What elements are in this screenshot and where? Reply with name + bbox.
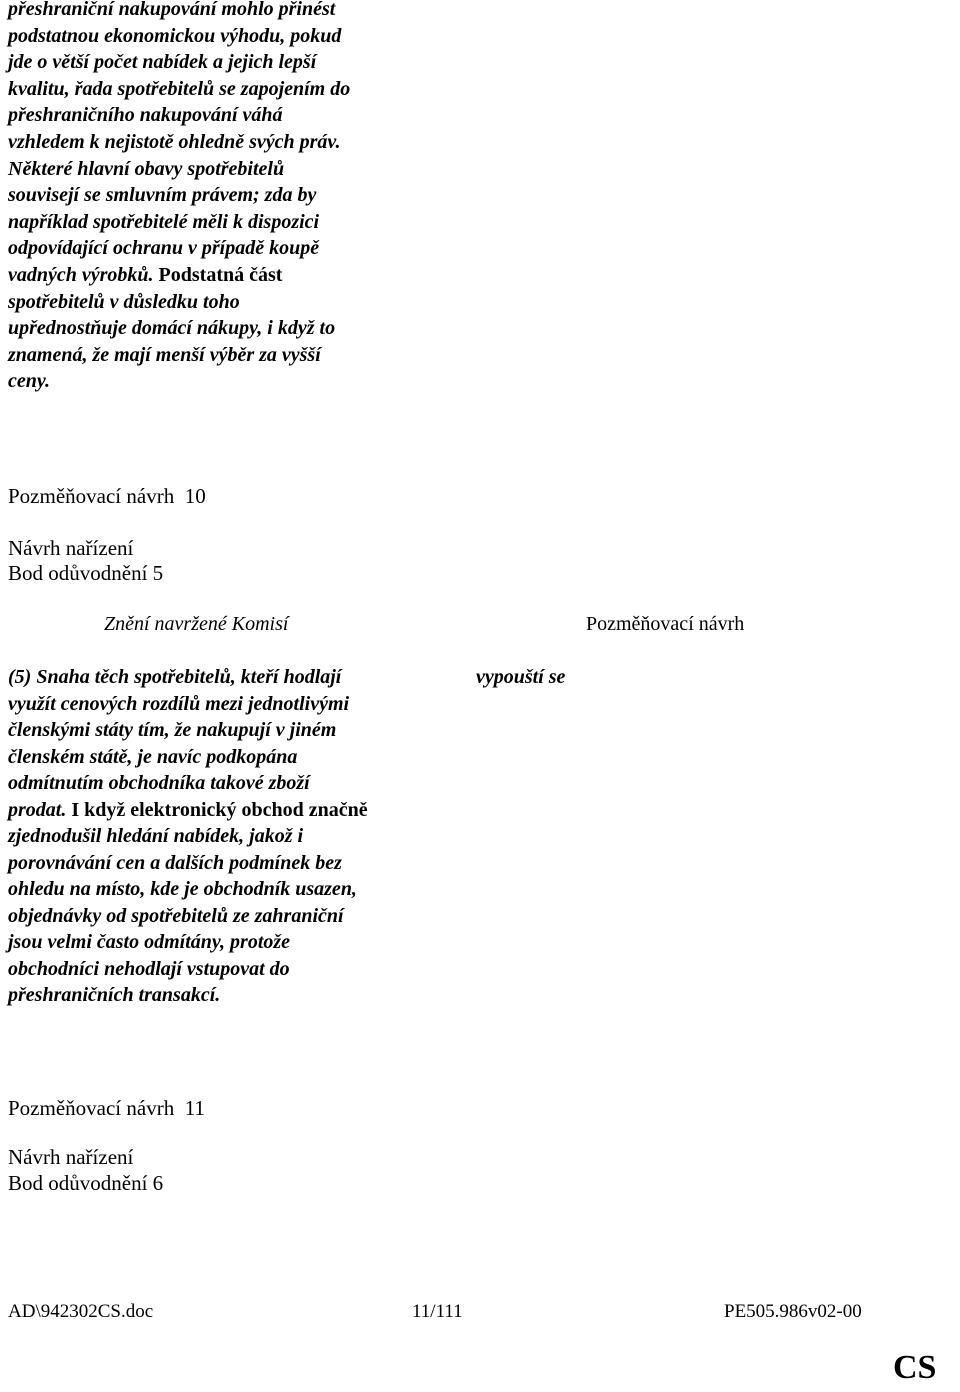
text-line: přeshraničních transakcí. [8, 984, 221, 1006]
text-line: vzhledem k nejistotě ohledně svých práv. [8, 130, 341, 153]
amendment-11-heading [8, 1096, 205, 1120]
text-line: upřednostňuje domácí nákupy, i když to [8, 317, 336, 340]
text-line: například spotřebitelé měli k dispozici [8, 210, 320, 233]
text-line: znamená, že mají menší výběr za vyšší [8, 343, 321, 366]
amendment-number: 11 [184, 1096, 205, 1120]
text-line: objednávky od spotřebitelů ze zahraniční [8, 904, 344, 927]
text-line: jsou velmi často odmítány, protože [8, 931, 291, 953]
text-line: ceny. [8, 370, 51, 393]
text-line: zjednodušil hledání nabídek, jakož i [8, 825, 304, 847]
amendment-10-reference: Bod odůvodnění 5 [8, 561, 164, 585]
text-line: (5) Snaha těch spotřebitelů, kteří hodlají [8, 666, 342, 688]
recital-continuation-text [8, 0, 428, 395]
amendment-title: Pozměňovací návrh [8, 484, 175, 508]
text-line: přeshraničního nakupování váhá [8, 104, 283, 127]
footer-pe-reference: PE505.986v02-00 [724, 1301, 862, 1322]
text-line: využít cenových rozdílů mezi jednotlivými [8, 692, 350, 715]
text-line: Některé hlavní obavy spotřebitelů [8, 157, 285, 180]
footer-language-code: CS [893, 1349, 937, 1386]
text-line: členskými státy tím, že nakupují v jiném [8, 719, 337, 741]
text-line-mixed [8, 262, 428, 289]
amendment-11-reference: Bod odůvodnění 6 [8, 1171, 164, 1195]
text-line: souvisejí se smluvním právem; zda by [8, 184, 317, 207]
text-line: odmítnutím obchodníka takové zboží [8, 772, 310, 794]
text-run: prodat. [8, 798, 67, 821]
text-line: ohledu na místo, kde je obchodník usazen, [8, 878, 357, 900]
amendment-10-heading [8, 484, 206, 508]
text-line: odpovídající ochranu v případě koupě [8, 237, 320, 260]
column-header-amendment: Pozměňovací návrh [586, 613, 745, 635]
amendment-number: 10 [184, 484, 206, 508]
text-line: podstatnou ekonomickou výhodu, pokud [8, 24, 342, 47]
footer-doc-reference: AD\942302CS.doc [8, 1301, 154, 1322]
text-run-plain: Podstatná část [158, 263, 283, 286]
text-run-plain: I když elektronický obchod značně [71, 798, 368, 821]
amendment-11-subject: Návrh nařízení [8, 1145, 134, 1169]
amendment-10-subject: Návrh nařízení [8, 536, 134, 560]
column-header-commission-text: Znění navržené Komisí [104, 613, 289, 635]
amendment-title: Pozměňovací návrh [8, 1096, 175, 1120]
text-line: jde o větší počet nabídek a jejich lepší [8, 51, 317, 74]
amendment-deleted-text: vypouští se [476, 666, 566, 688]
text-line: členském státě, je navíc podkopána [8, 745, 298, 768]
recital-5-commission-text [8, 664, 438, 1009]
text-line: kvalitu, řada spotřebitelů se zapojením do [8, 77, 351, 100]
text-line: spotřebitelů v důsledku toho [8, 290, 240, 313]
text-run: vadných výrobků. [8, 263, 154, 286]
text-line: přeshraniční nakupování mohlo přinést [8, 0, 336, 20]
text-line: porovnávání cen a dalších podmínek bez [8, 851, 342, 874]
footer-page-number: 11/111 [412, 1301, 463, 1322]
text-line: obchodníci nehodlají vstupovat do [8, 957, 290, 980]
text-line-mixed [8, 797, 438, 824]
